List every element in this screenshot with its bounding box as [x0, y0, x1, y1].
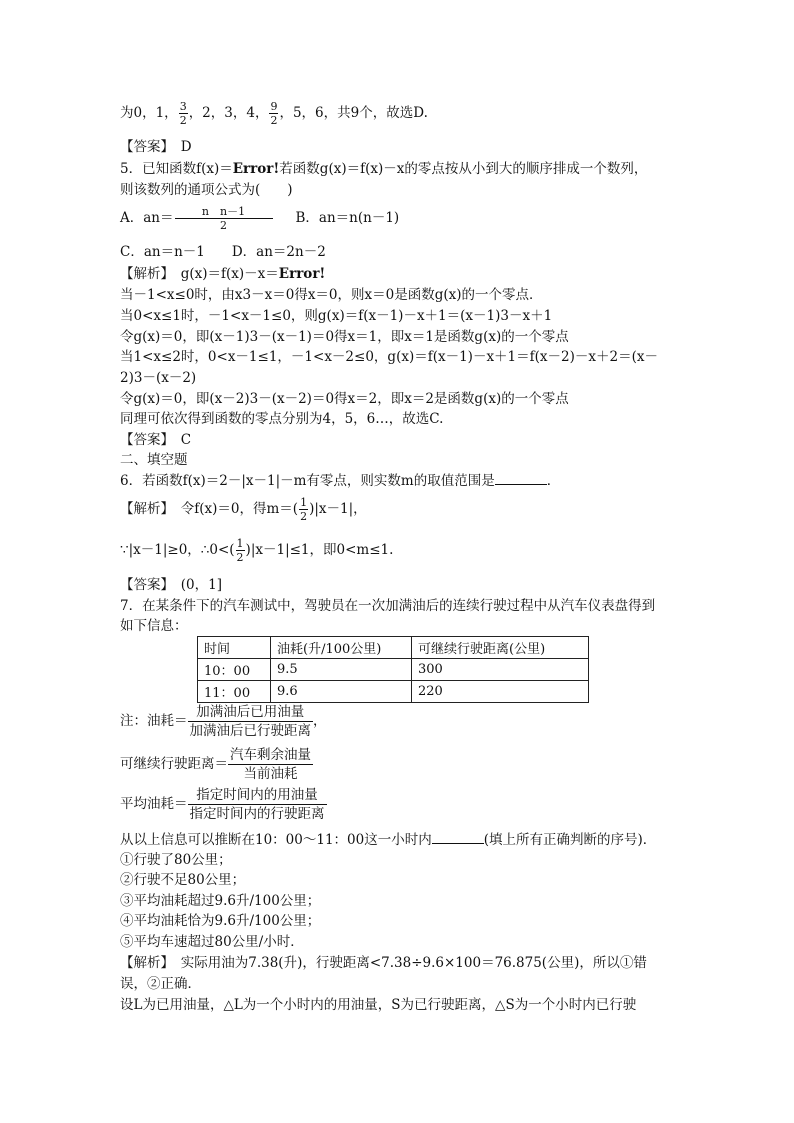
table-cell: 时间 — [198, 637, 271, 659]
table-cell: 9.5 — [271, 659, 412, 681]
q7-analysis: 误，②正确． — [120, 976, 201, 992]
q7-option: ③平均油耗超过9.6升/100公里； — [120, 893, 321, 909]
q5-analysis: 【解析】 g(x)＝f(x)－x＝Error! — [120, 266, 326, 282]
table-cell: 300 — [412, 659, 589, 681]
fraction: $\frac{\text{n n－1}}{2}$ — [175, 205, 273, 232]
table-row — [198, 637, 589, 659]
q7-stem-2: 如下信息： — [120, 618, 188, 634]
table-cell: 220 — [412, 681, 589, 703]
table-cell: 11：00 — [198, 681, 271, 703]
q7-option: ①行驶了80公里； — [120, 852, 232, 868]
fuel-info-table — [197, 636, 589, 703]
q7-question: 从以上信息可以推断在10：00～11：00这一小时内 (填上所有正确判断的序号)． — [120, 832, 657, 848]
q6-analysis: 【解析】 令f(x)＝0，得m＝( $\frac{1}{2}$ )|x－1|， — [120, 496, 367, 523]
q7-option: ④平均油耗恰为9.6升/100公里； — [120, 913, 321, 929]
q6-answer: 【答案】 (0，1] — [120, 577, 222, 593]
table-cell: 10：00 — [198, 659, 271, 681]
table-row — [198, 681, 589, 703]
q7-analysis: 【解析】 实际用油为7.38(升)，行驶距离<7.38÷9.6×100＝76.875(公里)，所以①错 — [120, 955, 647, 971]
table-cell: 可继续行驶距离(公里) — [412, 637, 589, 659]
q5-analysis-line: 令g(x)＝0，即(x－2)3－(x－2)＝0得x＝2，即x＝2是函数g(x)的一个零点 — [120, 391, 569, 407]
fraction: $\frac{1}{2}$ — [236, 537, 244, 564]
fraction: $\frac{3}{2}$ — [179, 100, 187, 127]
fraction: $\frac{9}{2}$ — [270, 100, 278, 127]
answer-line: 【答案】 D — [120, 139, 192, 155]
note-average-consumption: 平均油耗＝ 指定时间内的用油量 指定时间内的行驶距离 — [120, 787, 325, 822]
fraction: 汽车剩余油量 当前油耗 — [230, 747, 311, 782]
q5-analysis-line: 当1<x≤2时，0<x－1≤1，－1<x－2≤0，g(x)＝f(x－1)－x＋1＝f(x－2)－x＋2＝(x－ — [120, 349, 658, 365]
note-remaining-distance: 可继续行驶距离＝ 汽车剩余油量 当前油耗 — [120, 747, 311, 782]
fraction: 加满油后已用油量 加满油后已行驶距离 — [189, 704, 311, 739]
q5-options-cd: C．an＝n－1 D．an＝2n－2 — [120, 244, 326, 260]
note-fuel-consumption: 注：油耗＝ 加满油后已用油量 加满油后已行驶距离 ， — [120, 704, 327, 739]
q5-analysis-line: 2)3－(x－2) — [120, 370, 197, 386]
q5-answer: 【答案】 C — [120, 432, 192, 448]
q7-stem: 7．在某条件下的汽车测试中，驾驶员在一次加满油后的连续行驶过程中从汽车仪表盘得到 — [120, 598, 656, 614]
fraction: 指定时间内的用油量 指定时间内的行驶距离 — [189, 787, 325, 822]
q7-analysis: 设L为已用油量，△L为一个小时内的用油量，S为已行驶距离，△S为一个小时内已行驶 — [120, 997, 637, 1013]
prev-solution-line: 为0，1， $\frac{3}{2}$ ，2，3，4， $\frac{9}{2}$ ，5，6，共9个，故选D. — [120, 100, 428, 127]
q5-analysis-line: 令g(x)＝0，即(x－1)3－(x－1)＝0得x＝1，即x＝1是函数g(x)的一个零点 — [120, 329, 569, 345]
q6-stem: 6．若函数f(x)＝2－|x－1|－m有零点，则实数m的取值范围是 ． — [120, 473, 561, 489]
q5-analysis-line: 当－1<x≤0时，由x3－x＝0得x＝0，则x＝0是函数g(x)的一个零点． — [120, 287, 543, 303]
table-cell: 9.6 — [271, 681, 412, 703]
q5-stem-2: 则该数列的通项公式为( ) — [120, 182, 293, 198]
q5-stem: 5．已知函数f(x)＝Error!若函数g(x)＝f(x)－x的零点按从小到大的顺序排成一个数列， — [120, 161, 648, 177]
answer-blank — [432, 831, 484, 844]
fraction: $\frac{1}{2}$ — [300, 496, 308, 523]
q5-options-ab: A．an＝ $\frac{\text{n n－1}}{2}$ B．an＝n(n－1) — [120, 205, 400, 232]
section-heading: 二、填空题 — [120, 452, 188, 468]
answer-blank — [495, 472, 547, 485]
table-row — [198, 659, 589, 681]
q5-analysis-line: 当0<x≤1时，－1<x－1≤0，则g(x)＝f(x－1)－x＋1＝(x－1)3－x＋1 — [120, 308, 553, 324]
q5-analysis-line: 同理可依次得到函数的零点分别为4，5，6…，故选C. — [120, 411, 444, 427]
table-cell: 油耗(升/100公里) — [271, 637, 412, 659]
q7-option: ②行驶不足80公里； — [120, 872, 246, 888]
q7-option: ⑤平均车速超过80公里/小时． — [120, 934, 304, 950]
q6-analysis-2: ∵|x－1|≥0，∴0<( $\frac{1}{2}$ )|x－1|≤1，即0<m≤1. — [120, 537, 394, 564]
